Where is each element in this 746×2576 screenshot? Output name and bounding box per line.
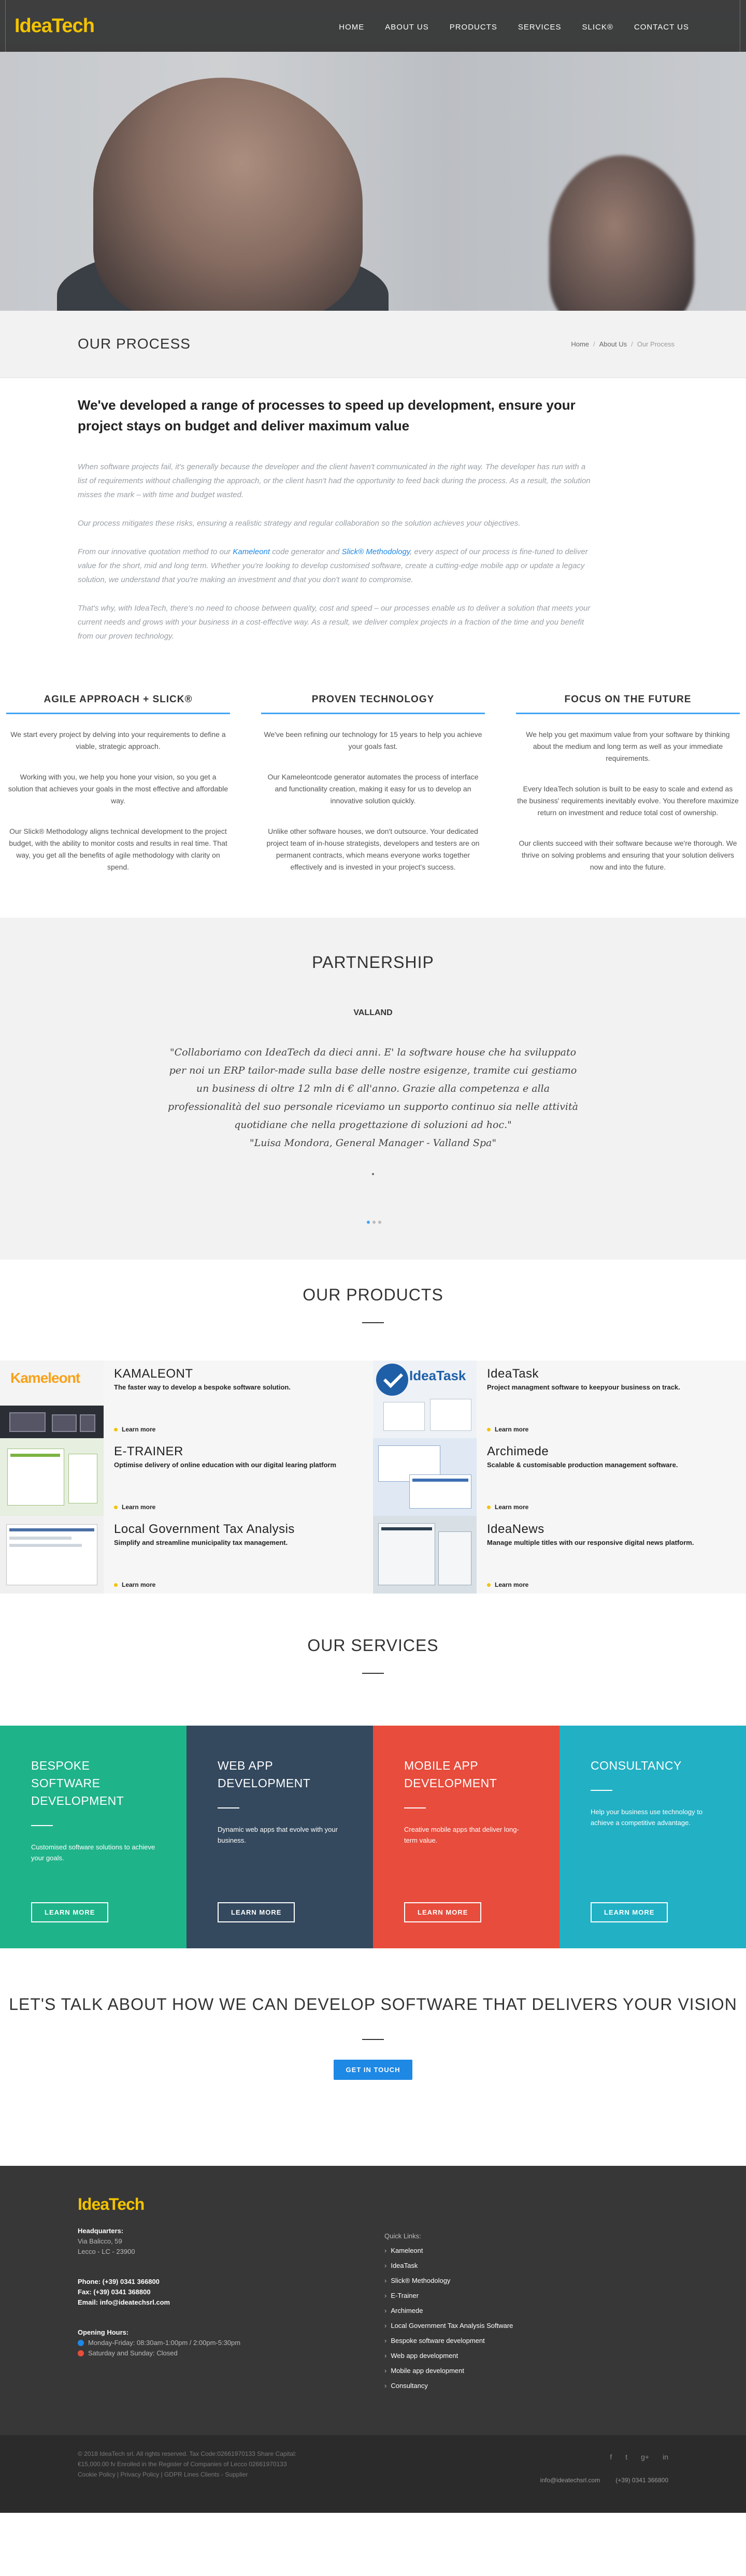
screen-mockup [7, 1449, 64, 1506]
menu-products[interactable]: PRODUCTS [449, 23, 497, 32]
social-links [610, 2453, 668, 2461]
products-title: OUR PRODUCTS [303, 1285, 443, 1304]
learn-more-link[interactable]: Learn more [114, 1426, 155, 1433]
section-divider [362, 1673, 384, 1674]
service-title: BESPOKE SOFTWARE DEVELOPMENT [31, 1759, 124, 1807]
cta-title: LET'S TALK ABOUT HOW WE CAN DEVELOP SOFTWARE THAT DELIVERS YOUR VISION [9, 1995, 737, 2014]
service-divider [591, 1790, 612, 1791]
screen-mockup [68, 1454, 97, 1503]
product-info [487, 1367, 736, 1391]
product-thumbnail [0, 1361, 104, 1438]
column-focus-future [516, 694, 740, 892]
service-description: Customised software solutions to achieve your goals. [31, 1843, 155, 1862]
product-info [114, 1367, 363, 1391]
screen-mockup [6, 1524, 97, 1585]
google-plus-icon[interactable]: g+ [641, 2453, 650, 2461]
device-mockup [52, 1414, 77, 1432]
intro-heading: We've developed a range of processes to speed up development, ensure your project stays on budget and deliver maximum value [78, 397, 576, 433]
service-title: WEB APP DEVELOPMENT [218, 1759, 311, 1790]
breadcrumb [571, 340, 675, 348]
product-info [114, 1522, 363, 1546]
footer-email[interactable]: info@ideatechsrl.com [540, 2477, 600, 2484]
quick-links-title: Quick Links: [384, 2232, 421, 2240]
product-name: KAMALEONT [114, 1367, 193, 1381]
quick-link[interactable]: › Slick® Methodology [384, 2273, 513, 2288]
footer [0, 2166, 746, 2435]
product-thumbnail [0, 1516, 104, 1594]
hours-weekend [78, 2348, 240, 2358]
hours-text: Saturday and Sunday: Closed [88, 2349, 178, 2357]
column-proven-technology [261, 694, 485, 892]
footer-phone: (+39) 0341 366800 [615, 2477, 668, 2484]
get-in-touch-button[interactable]: GET IN TOUCH [334, 2060, 413, 2080]
screen-bar [9, 1528, 94, 1531]
device-mockup [80, 1414, 95, 1432]
service-divider [31, 1825, 53, 1826]
service-description: Help your business use technology to achieve a competitive advantage. [591, 1808, 703, 1827]
slick-methodology-link[interactable]: Slick® Methodology [341, 547, 410, 556]
copyright [78, 2449, 296, 2480]
product-name: IdeaTask [487, 1367, 539, 1381]
partnership-section [0, 918, 746, 1260]
product-name: IdeaNews [487, 1522, 544, 1536]
checkmark-icon [376, 1364, 408, 1396]
section-divider [362, 2039, 384, 2040]
quick-link[interactable]: › E-Trainer [384, 2288, 513, 2303]
screen-bar [381, 1527, 432, 1530]
section-divider [362, 1322, 384, 1323]
product-name: Local Government Tax Analysis [114, 1522, 295, 1536]
product-description: Project managment software to keepyour business on track. [487, 1383, 680, 1391]
product-name: Archimede [487, 1444, 549, 1458]
intro-text: , every aspect of our process is fine-tuned to deliver value for the short, mid and long term. Whether you're looking to develop customised software, create a cutting-edge mobile app or update a legacy solution, we understand that you're making an investment and that you don't want to compromise. [78, 547, 588, 584]
call-to-action [0, 1948, 746, 2166]
twitter-icon[interactable]: t [625, 2453, 628, 2461]
copyright-line: €15,000.00 fv Enrolled in the Register of Companies of Lecco 02661970133 [78, 2461, 287, 2468]
product-thumbnail [373, 1361, 477, 1438]
carousel-dots [367, 1221, 381, 1224]
hours-label: Opening Hours: [78, 2328, 129, 2336]
product-card-kamaleont[interactable] [0, 1361, 373, 1438]
breadcrumb-separator: / [631, 340, 633, 348]
product-card-ideanews[interactable] [373, 1516, 746, 1594]
quick-link[interactable]: › IdeaTask [384, 2258, 513, 2273]
services-title: OUR SERVICES [307, 1636, 439, 1655]
breadcrumb-about-us[interactable]: About Us [599, 340, 627, 348]
column-text: Our clients succeed with their software because we're thorough. We thrive on solving problems and ensuring that your solution delivers now and into the future. [519, 839, 737, 871]
column-text: We've been refining our technology for 15 years to help you achieve your goals fast. [264, 730, 482, 750]
service-description: Dynamic web apps that evolve with your business. [218, 1826, 338, 1844]
service-description: Creative mobile apps that deliver long-term value. [404, 1826, 519, 1844]
nav-divider [5, 0, 6, 52]
column-text: Unlike other software houses, we don't outsource. Your dedicated project team of in-house strategists, developers and testers are on permanent contracts, which means everyone works together effectively and is invested in your project's success. [266, 827, 480, 871]
spacer [78, 2257, 240, 2277]
menu-services[interactable]: SERVICES [518, 23, 562, 32]
quick-link[interactable]: › Local Government Tax Analysis Software [384, 2318, 513, 2333]
intro-paragraph [78, 545, 596, 587]
learn-more-link[interactable]: Learn more [114, 1503, 155, 1511]
closed-status-icon [78, 2350, 84, 2356]
intro-text: code generator and [270, 547, 342, 556]
product-info [114, 1444, 363, 1469]
learn-more-button[interactable]: LEARN MORE [591, 1902, 668, 1922]
quick-link[interactable]: › Mobile app development [384, 2363, 513, 2378]
footer-address [78, 2226, 240, 2358]
service-consultancy [560, 1726, 746, 1948]
column-title: PROVEN TECHNOLOGY [261, 694, 485, 714]
learn-more-button[interactable]: LEARN MORE [218, 1902, 295, 1922]
partnership-title: PARTNERSHIP [312, 953, 434, 972]
column-text: Working with you, we help you hone your vision, so you get a solution that achieves your goals in the most effective and affordable way. [8, 773, 228, 805]
screen-mockup [430, 1399, 471, 1431]
screen-mockup [383, 1402, 425, 1431]
column-text: Every IdeaTech solution is built to be easy to scale and extend as the business' requirements inevitably evolve. You therefore maximize return on investment and reduce total cost of ownership. [517, 785, 739, 817]
top-navbar [0, 0, 746, 52]
menu-slick[interactable]: SLICK® [582, 23, 613, 32]
site-logo[interactable]: IdeaTech [15, 15, 94, 37]
intro-paragraph: Our process mitigates these risks, ensuring a realistic strategy and regular collaboration so the solution achieves your objectives. [78, 519, 521, 528]
spacer [78, 2308, 240, 2327]
phone: Phone: (+39) 0341 366800 [78, 2278, 160, 2285]
services-section [0, 1594, 746, 1948]
open-status-icon [78, 2340, 84, 2346]
facebook-icon[interactable]: f [610, 2453, 612, 2461]
service-divider [218, 1807, 239, 1808]
carousel-dot[interactable] [378, 1221, 381, 1224]
ideatask-logo: IdeaTask [409, 1368, 466, 1383]
fax: Fax: (+39) 0341 368800 [78, 2288, 151, 2296]
product-card-e-trainer[interactable] [0, 1438, 373, 1516]
quick-link[interactable]: › Consultancy [384, 2378, 513, 2393]
quick-links [384, 2232, 513, 2393]
valland-logo: VALLAND [353, 1008, 393, 1017]
product-card-local-government-tax[interactable] [0, 1516, 373, 1594]
column-title: AGILE APPROACH + SLICK® [6, 694, 230, 714]
testimonial-quote [166, 1044, 580, 1152]
quick-link[interactable]: › Bespoke software development [384, 2333, 513, 2348]
menu-about-us[interactable]: ABOUT US [385, 23, 429, 32]
device-mockup [9, 1412, 46, 1432]
kameleont-link[interactable]: Kameleont [233, 547, 270, 556]
footer-logo[interactable]: IdeaTech [78, 2195, 145, 2213]
footer-bottom-bar [0, 2435, 746, 2513]
column-title: FOCUS ON THE FUTURE [516, 694, 740, 714]
screen-bar [412, 1479, 468, 1482]
quick-link[interactable]: › Kameleont [384, 2243, 513, 2258]
screen-mockup [438, 1531, 471, 1585]
intro-paragraph: When software projects fail, it's generally because the developer and the client haven't communicated in the right way. The developer has run with a list of requirements without challenging the approach, or the client hasn't had the opportunity to feed back during the process. As a result, the solution misses the mark – with time and budget wasted. [78, 462, 591, 499]
product-description: The faster way to develop a bespoke software solution. [114, 1383, 291, 1391]
screen-bar [10, 1454, 60, 1457]
product-description: Scalable & customisable production management software. [487, 1461, 678, 1469]
learn-more-button[interactable]: LEARN MORE [404, 1902, 481, 1922]
service-title: CONSULTANCY [591, 1759, 682, 1772]
column-text: We start every project by delving into your requirements to define a viable, strategic approach. [10, 730, 226, 750]
service-bespoke-software [0, 1726, 187, 1948]
product-description: Simplify and streamline municipality tax management. [114, 1539, 288, 1546]
address-line: Lecco - LC - 23900 [78, 2248, 135, 2255]
hours-weekdays [78, 2338, 240, 2348]
hq-label: Headquarters: [78, 2227, 124, 2235]
product-description: Manage multiple titles with our responsive digital news platform. [487, 1539, 694, 1546]
column-text: We help you get maximum value from your software by thinking about the medium and long term as well as your immediate requirements. [526, 730, 730, 762]
column-text: Our Slick® Methodology aligns technical development to the project budget, with the ability to monitor costs and results in real time. That way, you get all the benefits of agile methodology with clarity on spend. [9, 827, 227, 871]
product-info [487, 1522, 736, 1546]
learn-more-link[interactable]: Learn more [487, 1581, 528, 1588]
page-title: OUR PROCESS [78, 336, 191, 352]
quick-link[interactable]: › Archimede [384, 2303, 513, 2318]
quote-author: "Luisa Mondora, General Manager - Valland Spa" [249, 1137, 497, 1149]
copyright-line: © 2018 IdeaTech srl. All rights reserved. Tax Code:02661970133 Share Capital: [78, 2450, 297, 2457]
services-row [0, 1726, 746, 1948]
product-description: Optimise delivery of online education with our digital learing platform [114, 1461, 337, 1469]
learn-more-link[interactable]: Learn more [114, 1581, 155, 1588]
learn-more-button[interactable]: LEARN MORE [31, 1902, 108, 1922]
address-line: Via Balicco, 59 [78, 2237, 122, 2245]
products-grid [0, 1361, 746, 1594]
quote-text: "Collaboriamo con IdeaTech da dieci anni. E' la software house che ha sviluppato per noi un ERP tailor-made sulla base delle nostre esigenze, tramite cui gestiamo un business di oltre 12 mln di € all'anno. Grazie alla competenza e alla professionalità del suo personale riceviamo un supporto continuo sia nelle attività quotidiane che nella progettazione di soluzioni ad hoc." [168, 1047, 578, 1131]
hours-text: Monday-Friday: 08:30am-1:00pm / 2:00pm-5:30pm [88, 2339, 241, 2347]
main-menu [328, 20, 699, 35]
kameleont-logo: Kameleont [10, 1370, 80, 1386]
product-thumbnail [373, 1516, 477, 1594]
breadcrumb-current: Our Process [637, 340, 675, 348]
service-divider [404, 1807, 426, 1808]
product-thumbnail [373, 1438, 477, 1516]
page-title-bar [0, 311, 746, 378]
screen-mockup [378, 1523, 435, 1585]
footer-contact [540, 2477, 668, 2484]
learn-more-link[interactable]: Learn more [487, 1426, 528, 1433]
service-web-app [187, 1726, 373, 1948]
email[interactable]: Email: info@ideatechsrl.com [78, 2298, 170, 2306]
process-columns [0, 694, 746, 892]
intro-paragraph: That's why, with IdeaTech, there's no need to choose between quality, cost and speed – our processes enable us to deliver a solution that meets your current needs and grows with your business in a cost-effective way. As a result, we deliver complex projects in a fraction of the time and you benefit from our proven technology. [78, 604, 591, 641]
carousel-dot[interactable] [372, 1221, 376, 1224]
menu-contact-us[interactable]: CONTACT US [634, 23, 689, 32]
quick-links-list [384, 2243, 513, 2393]
breadcrumb-separator: / [593, 340, 595, 348]
menu-home[interactable]: HOME [339, 23, 365, 32]
learn-more-link[interactable]: Learn more [487, 1503, 528, 1511]
service-mobile-app [373, 1726, 560, 1948]
carousel-dot[interactable] [367, 1221, 370, 1224]
service-title: MOBILE APP DEVELOPMENT [404, 1759, 497, 1790]
product-name: E-TRAINER [114, 1444, 183, 1458]
product-card-ideatask[interactable] [373, 1361, 746, 1438]
product-info [487, 1444, 736, 1469]
screen-bar [9, 1544, 82, 1547]
product-card-archimede[interactable] [373, 1438, 746, 1516]
linkedin-icon[interactable]: in [663, 2453, 668, 2461]
intro-section [0, 378, 746, 694]
column-text: Our Kameleontcode generator automates the process of interface and functionality creation, making it easy for us to develop an innovative solution quickly. [267, 773, 479, 805]
column-agile-approach [6, 694, 230, 892]
breadcrumb-home[interactable]: Home [571, 340, 590, 348]
intro-text: From our innovative quotation method to our [78, 547, 233, 556]
screen-bar [9, 1537, 71, 1540]
products-section [0, 1260, 746, 1594]
product-thumbnail [0, 1438, 104, 1516]
quick-link[interactable]: › Web app development [384, 2348, 513, 2363]
policy-links[interactable]: Cookie Policy | Privacy Policy | GDPR Lines Clients - Supplier [78, 2471, 248, 2478]
quote-divider-dot [372, 1173, 374, 1175]
